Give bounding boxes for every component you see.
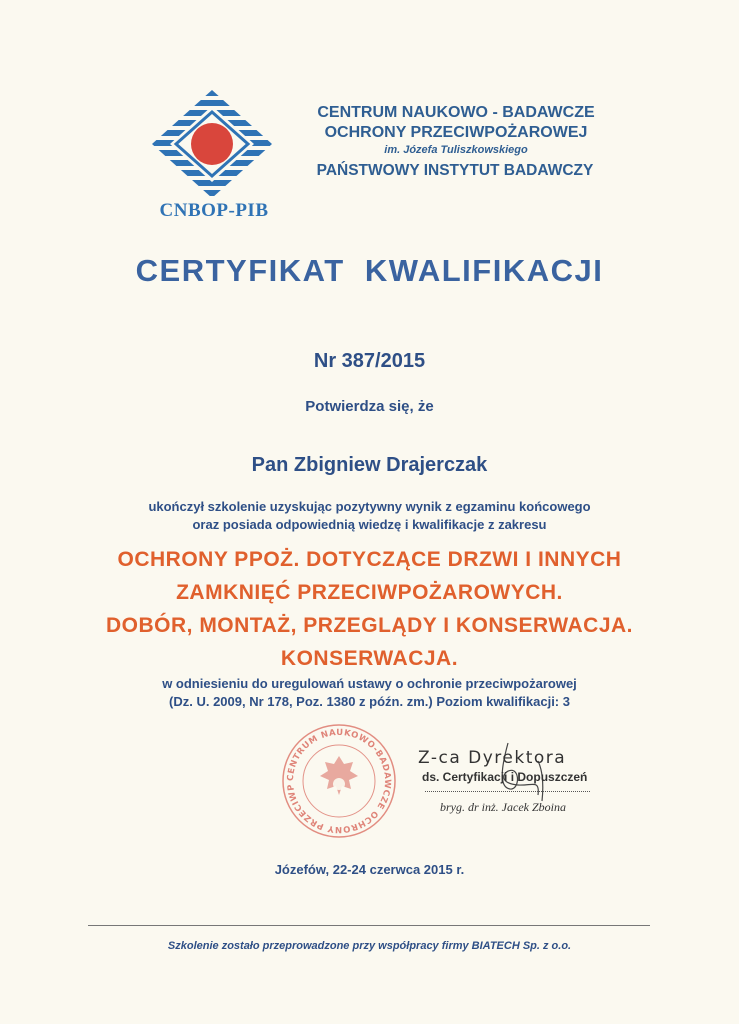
subject-line: ZAMKNIĘĆ PRZECIWPOŻAROWYCH.	[176, 581, 563, 604]
place-date: Józefów, 22-24 czerwca 2015 r.	[274, 862, 465, 877]
institution-line2: OCHRONY PRZECIWPOŻAROWEJ	[324, 124, 588, 141]
signatory-subtitle: ds. Certyfikacji i Dopuszczeń	[422, 770, 588, 784]
description-line1: ukończył szkolenie uzyskując pozytywny wynik z egzaminu końcowego	[148, 499, 591, 514]
institution-name	[296, 103, 616, 158]
certificate-title: CERTYFIKAT KWALIFIKACJI	[135, 253, 604, 288]
legal-line2: (Dz. U. 2009, Nr 178, Poz. 1380 z późn. zm.) Poziom kwalifikacji: 3	[169, 694, 570, 709]
subject-line: DOBÓR, MONTAŻ, PRZEGLĄDY I KONSERWACJA.	[105, 614, 634, 637]
logo-text: CNBOP-PIB	[159, 200, 269, 221]
institution-line1: CENTRUM NAUKOWO - BADAWCZE	[317, 104, 595, 121]
legal-basis	[0, 675, 739, 711]
seal-text: CENTRUM NAUKOWO-BADAWCZE OCHRONY PRZECIWP	[285, 727, 393, 835]
signatory-name: bryg. dr inż. Jacek Zboina	[440, 800, 566, 814]
recipient-name: Pan Zbigniew Drajerczak	[251, 454, 488, 476]
qualification-subject	[0, 543, 739, 675]
legal-line1: w odniesieniu do uregulowań ustawy o ochronie przeciwpożarowej	[162, 676, 577, 691]
official-seal-icon	[280, 722, 398, 840]
institution-patron: im. Józefa Tuliszkowskiego	[384, 144, 528, 156]
institution-status: PAŃSTWOWY INSTYTUT BADAWCZY	[316, 162, 594, 179]
description	[0, 498, 739, 534]
signatory-block	[418, 748, 598, 784]
signature-line	[425, 791, 590, 792]
description-line2: oraz posiada odpowiednią wiedzę i kwalifikacje z zakresu	[192, 517, 547, 532]
signatory-title: Z-ca Dyrektora	[418, 748, 567, 768]
certificate-number: Nr 387/2015	[313, 350, 426, 372]
footer-note: Szkolenie zostało przeprowadzone przy współpracy firmy BIATECH Sp. z o.o.	[167, 940, 572, 952]
subject-line: KONSERWACJA.	[280, 647, 459, 670]
footer-divider	[88, 925, 650, 926]
confirmation-text: Potwierdza się, że	[305, 398, 434, 415]
subject-line: OCHRONY PPOŻ. DOTYCZĄCE DRZWI I INNYCH	[117, 548, 622, 571]
